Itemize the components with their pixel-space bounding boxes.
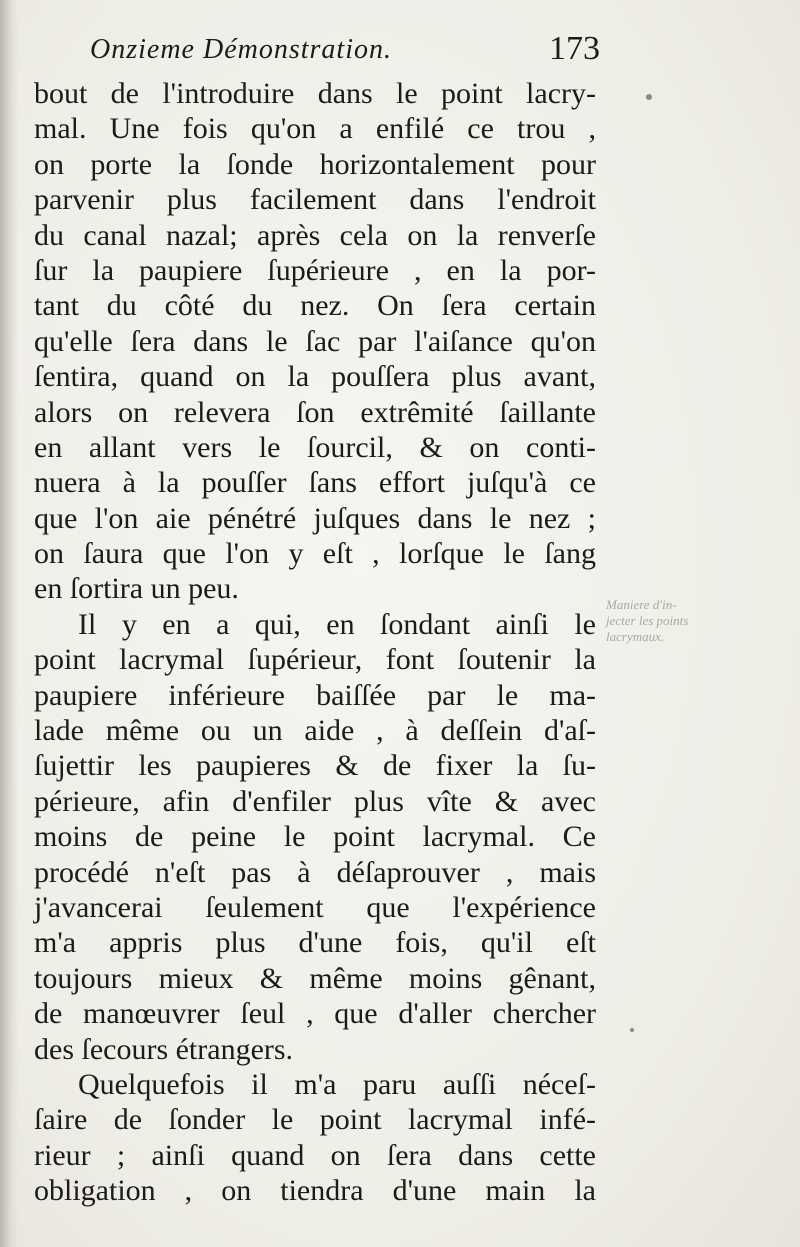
text-line: paupiere inférieure baiſſée par le ma- [34,678,596,712]
text-line: des ſecours étrangers. [34,1032,294,1066]
text-line: du canal nazal; après cela on la renverſe [34,218,596,252]
text-line: lade même ou un aide , à deſſein d'aſ- [34,714,596,748]
ink-speck [646,94,652,100]
text-line: on porte la ſonde horizontalement pour [34,147,596,181]
page-number: 173 [549,30,600,67]
paragraph-start-line: Il y en a qui, en ſondant ainſi le [78,607,596,641]
text-line: alors on relevera ſon extrêmité ſaillante [34,395,596,429]
margin-note-line: Maniere d'in- [606,597,677,612]
page-gutter-shadow [0,0,18,1247]
text-line: périeure, afin d'enfiler plus vîte & avec [34,784,596,818]
text-line: on ſaura que l'on y eſt , lorſque le ſang [34,537,596,571]
text-line: parvenir plus facilement dans l'endroit [34,183,596,217]
text-line: ſujettir les paupieres & de fixer la ſu- [34,749,596,783]
text-line: de manœuvrer ſeul , que d'aller chercher [34,997,596,1031]
text-line: en allant vers le ſourcil, & on conti- [34,430,596,464]
text-line: m'a appris plus d'une fois, qu'il eſt [34,926,596,960]
text-line: ſentira, quand on la pouſſera plus avant, [34,360,596,394]
body-text [34,76,596,1209]
text-line: qu'elle ſera dans le ſac par l'aiſance qu'on [34,324,596,358]
text-line: que l'on aie pénétré juſques dans le nez ; [34,501,596,535]
text-line: bout de l'introduire dans le point lacry- [34,77,596,110]
text-line: moins de peine le point lacrymal. Ce [34,820,596,854]
text-line: nuera à la pouſſer ſans effort juſqu'à ce [34,466,596,500]
text-line: en ſortira un peu. [34,572,239,606]
text-line: mal. Une fois qu'on a enfilé ce trou , [34,112,596,146]
paragraph-start-line: Quelquefois il m'a paru auſſi néceſ- [78,1067,596,1101]
running-head [90,30,600,80]
text-line: rieur ; ainſi quand on ſera dans cette [34,1138,596,1172]
text-line: tant du côté du nez. On ſera certain [34,289,596,323]
margin-note-line: jecter les points [606,613,689,628]
text-line: obligation , on tiendra d'une main la [34,1174,596,1208]
text-line: procédé n'eſt pas à déſaprouver , mais [34,855,596,889]
text-line: ſur la paupiere ſupérieure , en la por- [34,253,596,287]
text-line: ſaire de ſonder le point lacrymal infé- [34,1103,596,1137]
running-head-title: Onzieme Démonstration. [90,34,392,65]
ink-speck [630,1028,634,1032]
text-line: point lacrymal ſupérieur, font ſoutenir la [34,643,596,677]
text-line: j'avancerai ſeulement que l'expérience [34,890,596,924]
margin-note-line: lacrymaux. [606,629,665,644]
text-line: toujours mieux & même moins gênant, [34,961,596,995]
margin-note [606,597,796,645]
